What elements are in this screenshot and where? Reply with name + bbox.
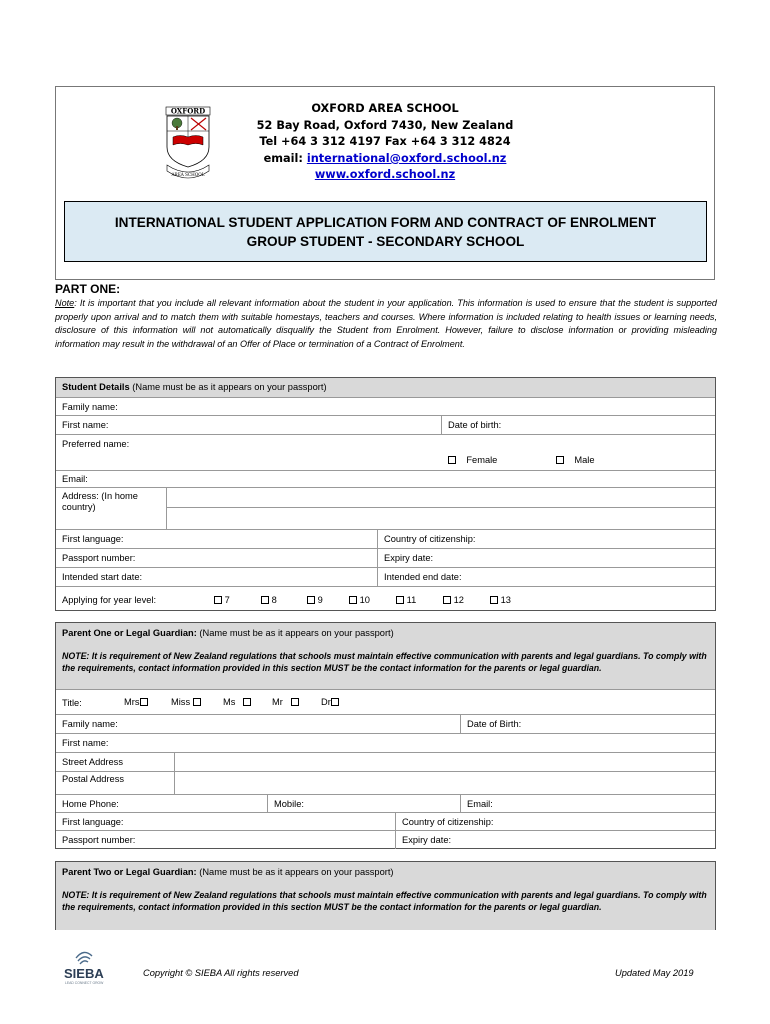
school-address-block (240, 101, 530, 184)
year-10-label: 10 (359, 595, 370, 605)
email-label-student: Email: (62, 474, 88, 484)
passport-row[interactable] (56, 549, 715, 568)
parent-one-subtitle: (Name must be as it appears on your passport) (196, 628, 394, 638)
sieba-logo (62, 946, 122, 986)
dates-row[interactable] (56, 568, 715, 587)
parent-first-name-label: First name: (62, 738, 109, 748)
parent-passport-label: Passport number: (62, 835, 136, 845)
preferred-name-label: Preferred name: (62, 439, 130, 449)
title-label: Title: (62, 698, 82, 708)
year-13-label: 13 (500, 595, 511, 605)
year-11-checkbox[interactable] (396, 596, 404, 604)
parent-two-title: Parent Two or Legal Guardian: (62, 867, 197, 877)
school-street-address: 52 Bay Road, Oxford 7430, New Zealand (256, 118, 514, 132)
expiry-label: Expiry date: (384, 553, 434, 563)
parent-passport-row[interactable] (56, 831, 715, 849)
student-details-header (56, 378, 715, 398)
dr-checkbox[interactable] (331, 698, 339, 706)
parent-one-note: NOTE: It is requirement of New Zealand regulations that schools must maintain effective communication with parents and legal guardians. To comply with the requirements, contact information provided in this section MUST be the contact information for the parents or legal guardian. (62, 651, 707, 673)
ms-label: Ms (223, 697, 236, 707)
parent-one-header (56, 623, 715, 690)
year-level-label: Applying for year level: (62, 595, 157, 605)
year-9-checkbox[interactable] (307, 596, 315, 604)
mrs-checkbox[interactable] (140, 698, 148, 706)
parent-two-note: NOTE: It is requirement of New Zealand regulations that schools must maintain effective communication with parents and legal guardians. To comply with the requirements, contact information provided in this section MUST be the contact information for the parents or legal guardian. (62, 890, 707, 912)
dob-label: Date of birth: (448, 420, 502, 430)
parent-first-name-row[interactable] (56, 734, 715, 753)
female-checkbox[interactable] (448, 456, 456, 464)
logo-text-top: OXFORD (170, 106, 206, 116)
form-title-line1: INTERNATIONAL STUDENT APPLICATION FORM AND CONTRACT OF ENROLMENT (114, 215, 657, 230)
parent-email-label: Email: (467, 799, 493, 809)
mr-checkbox[interactable] (291, 698, 299, 706)
school-website-link[interactable]: www.oxford.school.nz (314, 168, 456, 182)
school-name: OXFORD AREA SCHOOL (311, 102, 459, 115)
logo-text-bottom: AREA SCHOOL (171, 172, 205, 177)
first-name-row[interactable] (56, 416, 715, 435)
note-label: Note (55, 298, 75, 308)
male-label: Male (574, 455, 595, 465)
form-title-line2: GROUP STUDENT - SECONDARY SCHOOL (246, 234, 525, 249)
miss-checkbox[interactable] (193, 698, 201, 706)
year-13-checkbox[interactable] (490, 596, 498, 604)
parent-citizenship-label: Country of citizenship: (402, 817, 494, 827)
school-email-line (240, 151, 530, 168)
year-level-row (56, 587, 715, 611)
parent-first-language-label: First language: (62, 817, 124, 827)
first-language-row[interactable] (56, 530, 715, 549)
male-checkbox[interactable] (556, 456, 564, 464)
student-details-table (55, 377, 716, 611)
first-name-label: First name: (62, 420, 109, 430)
year-12-label: 12 (453, 595, 464, 605)
home-phone-label: Home Phone: (62, 799, 119, 809)
address-row[interactable] (56, 488, 715, 530)
family-name-row[interactable] (56, 398, 715, 416)
parent-two-subtitle: (Name must be as it appears on your passport) (196, 867, 394, 877)
year-8-label: 8 (271, 595, 277, 605)
parent-family-name-row[interactable] (56, 715, 715, 734)
sieba-tagline: LEAD CONNECT GROW (65, 981, 104, 985)
year-11-label: 11 (406, 595, 417, 605)
family-name-label: Family name: (62, 402, 118, 412)
phone-row[interactable] (56, 795, 715, 813)
year-7-label: 7 (224, 595, 230, 605)
street-address-label: Street Address (62, 757, 123, 767)
title-row (56, 690, 715, 715)
part-one-note (55, 297, 717, 351)
part-one-heading: PART ONE: (55, 282, 121, 296)
student-details-title: Student Details (62, 382, 130, 392)
parent-expiry-label: Expiry date: (402, 835, 452, 845)
school-email-link[interactable]: international@oxford.school.nz (306, 151, 507, 165)
ms-checkbox[interactable] (243, 698, 251, 706)
postal-address-label: Postal Address (62, 774, 125, 784)
year-7-checkbox[interactable] (214, 596, 222, 604)
address-label: Address: (In home country) (62, 491, 138, 512)
parent-dob-label: Date of Birth: (467, 719, 522, 729)
updated-date: Updated May 2019 (615, 968, 694, 978)
street-address-row[interactable] (56, 753, 715, 772)
passport-label: Passport number: (62, 553, 136, 563)
year-8-checkbox[interactable] (261, 596, 269, 604)
mrs-label: Mrs (124, 697, 140, 707)
end-date-label: Intended end date: (384, 572, 462, 582)
school-phone: Tel +64 3 312 4197 Fax +64 3 312 4824 (259, 135, 511, 149)
preferred-name-row[interactable] (56, 435, 715, 471)
first-language-label: First language: (62, 534, 124, 544)
parent-two-header (56, 862, 715, 930)
year-10-checkbox[interactable] (349, 596, 357, 604)
start-date-label: Intended start date: (62, 572, 143, 582)
note-text: : It is important that you include all relevant information about the student in your application. This information is used to ensure that the student is supported properly upon arrival and to match them with suitable homestays, teachers and courses. Where information is included relating to health issues or learning needs, disclosure of this information will not automatically disqualify the Student from Enrolment. However, failure to disclose information or providing misleading information may result in the withdrawal of an Offer of Place or termination of a Contract of Enrolment. (55, 298, 717, 349)
mobile-label: Mobile: (274, 799, 304, 809)
parent-language-row[interactable] (56, 813, 715, 831)
parent-two-table (55, 861, 716, 930)
miss-label: Miss (171, 697, 191, 707)
parent-one-title: Parent One or Legal Guardian: (62, 628, 197, 638)
year-12-checkbox[interactable] (443, 596, 451, 604)
year-9-label: 9 (317, 595, 323, 605)
email-label: email: (263, 151, 307, 165)
female-label: Female (466, 455, 498, 465)
mr-label: Mr (272, 697, 283, 707)
sieba-logo-text: SIEBA (64, 966, 104, 981)
dr-label: Dr (321, 697, 331, 707)
citizenship-label: Country of citizenship: (384, 534, 476, 544)
postal-address-row[interactable] (56, 772, 715, 795)
parent-one-table (55, 622, 716, 849)
parent-family-name-label: Family name: (62, 719, 118, 729)
copyright-text: Copyright © SIEBA All rights reserved (143, 968, 299, 978)
email-row[interactable] (56, 471, 715, 488)
school-crest-logo (163, 103, 213, 185)
student-details-subtitle: (Name must be as it appears on your passport) (129, 382, 327, 392)
form-title-box (64, 201, 707, 262)
